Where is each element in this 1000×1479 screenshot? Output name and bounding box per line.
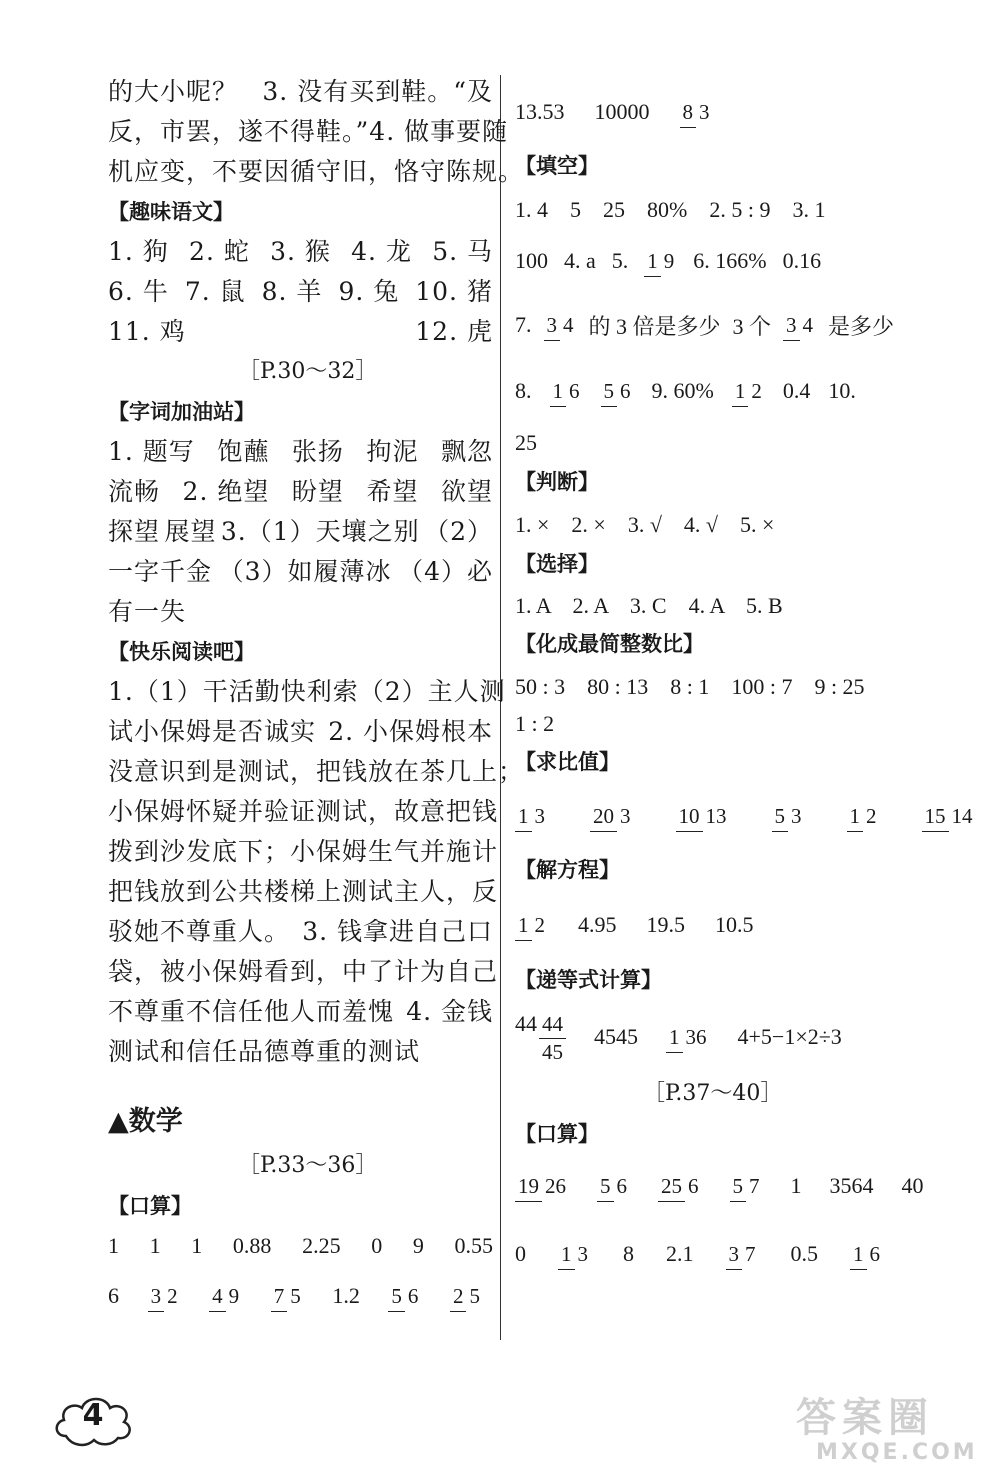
numerator: 3 bbox=[726, 1242, 743, 1270]
numerator: 4 bbox=[209, 1284, 226, 1312]
text-segment: 1. 狗 bbox=[108, 237, 169, 266]
denominator: 3 bbox=[577, 1241, 588, 1266]
fraction bbox=[515, 803, 548, 828]
denominator: 6 bbox=[407, 1283, 419, 1308]
text-segment: 试小保姆是否诚实 bbox=[108, 717, 317, 746]
fraction bbox=[732, 378, 765, 403]
value: 19.5 bbox=[646, 912, 685, 937]
text-segment: 盼望 bbox=[291, 477, 344, 506]
numerator: 1 bbox=[644, 249, 661, 277]
denominator: 3 bbox=[791, 803, 802, 828]
text-segment: 10. 猪 bbox=[415, 277, 493, 306]
fraction bbox=[209, 1283, 242, 1308]
section-heading-tiankong: 【填空】 bbox=[515, 154, 599, 178]
kousuan2-row-1 bbox=[515, 1154, 924, 1218]
fraction bbox=[515, 1173, 569, 1198]
tiankong-line-5: 25 bbox=[515, 430, 537, 455]
denominator: 36 bbox=[685, 1024, 707, 1049]
right-column bbox=[515, 72, 973, 1290]
text-segment: 2. 绝望 bbox=[182, 477, 270, 506]
value: 6 bbox=[108, 1283, 119, 1308]
fraction bbox=[676, 803, 730, 828]
section-heading-zici: 【字词加油站】 bbox=[108, 400, 255, 424]
numerator: 1 bbox=[550, 379, 567, 407]
text-line bbox=[108, 752, 525, 792]
numerator: 1 bbox=[558, 1242, 575, 1270]
denominator: 14 bbox=[951, 803, 973, 828]
left-intro bbox=[108, 72, 525, 192]
text-segment: 袋，被小保姆看到，中了计 bbox=[108, 957, 421, 986]
text-segment: 1.（1）干活勤快利索 bbox=[108, 677, 359, 706]
text-segment: 展望 bbox=[164, 517, 217, 546]
text-line bbox=[108, 872, 499, 912]
text-segment: 7. 鼠 bbox=[184, 277, 246, 306]
text-segment: 欲望 bbox=[440, 477, 493, 506]
numerator: 3 bbox=[148, 1284, 165, 1312]
fraction bbox=[388, 1283, 421, 1308]
tiankong-line-1: 1. 4 5 25 80% 2. 5 : 9 3. 1 bbox=[515, 196, 826, 222]
denominator: 3 bbox=[699, 99, 710, 124]
denominator: 2 bbox=[534, 912, 545, 937]
denominator: 6 bbox=[620, 378, 631, 403]
denominator: 5 bbox=[290, 1283, 301, 1308]
value: 0 bbox=[371, 1233, 383, 1258]
denominator: 2 bbox=[167, 1283, 178, 1308]
math-title: ▲数学 bbox=[108, 1106, 183, 1137]
zici-answers bbox=[108, 432, 493, 632]
text-line bbox=[108, 472, 493, 512]
denominator: 3 bbox=[534, 803, 545, 828]
fraction bbox=[730, 1173, 763, 1198]
qiubi-answers bbox=[515, 782, 973, 850]
xuanze-answers: 1. A 2. A 3. C 4. A 5. B bbox=[515, 592, 783, 618]
denominator: 6 bbox=[869, 1241, 880, 1266]
value: 的 3 倍是多少 bbox=[588, 313, 721, 339]
text-segment: 饱蘸 bbox=[217, 437, 270, 466]
page-ref: ［P.30～32］ bbox=[238, 359, 378, 384]
text-segment: 拨到沙发底下；小保姆生气并施计 bbox=[108, 837, 499, 866]
value: 10.5 bbox=[715, 912, 754, 937]
value: 4545 bbox=[594, 1024, 638, 1049]
quwei-answers bbox=[108, 232, 493, 352]
denominator: 6 bbox=[569, 378, 580, 403]
text-segment: 一字千金 bbox=[108, 557, 213, 586]
value: 1 bbox=[149, 1233, 161, 1258]
value: 9 bbox=[412, 1233, 424, 1258]
denominator: 4 bbox=[563, 312, 574, 337]
page-ref: ［P.37～40］ bbox=[643, 1081, 783, 1106]
section-heading-jiefang: 【解方程】 bbox=[515, 858, 620, 882]
numerator: 3 bbox=[783, 313, 800, 341]
text-line bbox=[108, 152, 525, 192]
kousuan2-row-2 bbox=[515, 1218, 895, 1290]
numerator: 5 bbox=[597, 1174, 614, 1202]
denominator: 4 bbox=[802, 312, 814, 337]
huacheng-line-2: 1 : 2 bbox=[515, 711, 555, 736]
fraction bbox=[539, 1014, 566, 1063]
denominator: 3 bbox=[620, 803, 631, 828]
text-segment: 为自己 bbox=[420, 957, 499, 986]
value: 0.88 bbox=[232, 1233, 272, 1258]
text-line bbox=[108, 792, 499, 832]
denominator: 6 bbox=[616, 1173, 627, 1198]
value: 8 bbox=[623, 1241, 634, 1266]
fraction bbox=[783, 312, 816, 337]
text-line bbox=[108, 512, 493, 552]
text-line bbox=[108, 232, 493, 272]
text-segment: 把钱放到公共楼梯上测试主人，反 bbox=[108, 877, 499, 906]
value: 1 bbox=[108, 1233, 119, 1258]
denominator: 2 bbox=[866, 803, 877, 828]
tiankong-line-2 bbox=[515, 230, 895, 292]
page-number-badge bbox=[52, 1392, 134, 1450]
value: 6. 166% bbox=[693, 248, 767, 273]
numerator: 1 bbox=[732, 379, 749, 407]
text-line bbox=[108, 552, 493, 592]
watermark-text: 答案圈 bbox=[796, 1395, 934, 1441]
text-segment: 8. 羊 bbox=[261, 277, 323, 306]
text-segment: 5. 马 bbox=[432, 237, 493, 266]
text-segment: 探望 bbox=[108, 517, 161, 546]
kousuan-row-1 bbox=[108, 1226, 493, 1266]
denominator: 45 bbox=[542, 1040, 563, 1064]
value: 是多少 bbox=[828, 313, 895, 339]
text-line bbox=[108, 672, 506, 712]
text-segment: 机应变，不要因循守旧，恪守陈规。 bbox=[108, 157, 525, 186]
denominator: 26 bbox=[545, 1173, 566, 1198]
numerator: 19 bbox=[515, 1174, 542, 1202]
numerator: 8 bbox=[680, 100, 697, 128]
value: 10000 bbox=[594, 99, 650, 124]
text-segment: 6. 牛 bbox=[108, 277, 169, 306]
numerator: 1 bbox=[847, 804, 864, 832]
page-ref: ［P.33～36］ bbox=[238, 1153, 378, 1178]
section-heading-dengshi: 【递等式计算】 bbox=[515, 968, 662, 992]
value: 10. bbox=[828, 378, 856, 403]
fraction bbox=[450, 1283, 483, 1308]
text-segment: 2. 小保姆根本 bbox=[328, 717, 493, 746]
text-segment: 拘泥 bbox=[366, 437, 419, 466]
numerator: 5 bbox=[772, 804, 789, 832]
text-line bbox=[108, 592, 493, 632]
value: 4+5−1×2÷3 bbox=[737, 1024, 842, 1049]
text-line bbox=[108, 112, 509, 152]
fraction bbox=[558, 1241, 591, 1266]
kousuan-row-2 bbox=[108, 1266, 493, 1326]
huacheng-line-1: 50 : 3 80 : 13 8 : 1 100 : 7 9 : 25 bbox=[515, 673, 865, 699]
fraction bbox=[271, 1283, 304, 1308]
text-segment: 3.（1）天壤之别 bbox=[220, 517, 420, 546]
text-line bbox=[108, 72, 493, 112]
numerator: 7 bbox=[271, 1284, 288, 1312]
tiankong-line-4 bbox=[515, 358, 895, 424]
numerator: 1 bbox=[515, 804, 532, 832]
text-segment: 反，市罢，遂不得鞋。” bbox=[108, 117, 370, 146]
value: 1 bbox=[191, 1233, 203, 1258]
fraction bbox=[148, 1283, 181, 1308]
text-line bbox=[108, 912, 493, 952]
left-column bbox=[108, 72, 525, 1326]
denominator: 9 bbox=[663, 248, 675, 273]
text-segment: 3. 猴 bbox=[270, 237, 331, 266]
value: 8. bbox=[515, 378, 532, 403]
text-segment: 11. 鸡 bbox=[108, 317, 186, 346]
text-segment: 有一失 bbox=[108, 597, 187, 626]
text-line bbox=[108, 1032, 493, 1072]
numerator: 15 bbox=[922, 804, 949, 832]
text-segment: 张扬 bbox=[291, 437, 344, 466]
dengshi-answers bbox=[515, 1000, 895, 1074]
section-heading-huacheng: 【化成最简整数比】 bbox=[515, 632, 704, 656]
text-segment: 4. 龙 bbox=[351, 237, 412, 266]
fraction bbox=[515, 912, 548, 937]
text-segment: 没意识到是测试，把钱放在茶几上； bbox=[108, 757, 525, 786]
text-segment: 3. 钱拿进自己口 bbox=[302, 917, 493, 946]
value: 9. 60% bbox=[651, 378, 714, 403]
fraction bbox=[850, 1241, 883, 1266]
value: 2.1 bbox=[666, 1241, 694, 1266]
text-line bbox=[108, 432, 493, 472]
watermark-logo bbox=[796, 1396, 992, 1474]
section-heading-xuanze: 【选择】 bbox=[515, 552, 599, 576]
text-line bbox=[108, 832, 499, 872]
section-heading-qiubi: 【求比值】 bbox=[515, 750, 620, 774]
text-line bbox=[108, 952, 499, 992]
text-segment: （4）必 bbox=[398, 557, 493, 586]
denominator: 7 bbox=[749, 1173, 760, 1198]
fraction bbox=[601, 378, 634, 403]
text-segment: 不尊重不信任他人而羞愧 bbox=[108, 997, 395, 1026]
text-segment: 4. 做事要随 bbox=[369, 117, 509, 146]
value: 7. bbox=[515, 312, 532, 337]
value: 40 bbox=[901, 1173, 924, 1198]
denominator: 2 bbox=[751, 378, 762, 403]
text-segment: 流畅 bbox=[108, 477, 161, 506]
watermark-url: MXQE.COM bbox=[816, 1440, 978, 1465]
text-segment: （2） bbox=[424, 517, 493, 546]
text-segment: （3）如履薄冰 bbox=[218, 557, 392, 586]
fraction bbox=[847, 803, 880, 828]
text-segment: 小保姆怀疑并验证测试，故意把钱 bbox=[108, 797, 499, 826]
numerator: 2 bbox=[450, 1284, 467, 1312]
section-heading-kousuan: 【口算】 bbox=[108, 1194, 192, 1218]
jiefang-answers bbox=[515, 890, 895, 960]
value: 0.4 bbox=[782, 378, 811, 403]
numerator: 3 bbox=[544, 313, 561, 341]
section-heading-quwei: 【趣味语文】 bbox=[108, 200, 234, 224]
value: 0 bbox=[515, 1241, 526, 1266]
text-segment: 12. 虎 bbox=[415, 317, 493, 346]
numerator: 20 bbox=[590, 804, 617, 832]
numerator: 1 bbox=[515, 913, 532, 941]
text-segment: （2）主人测 bbox=[358, 677, 506, 706]
value: 0.55 bbox=[454, 1233, 493, 1258]
text-segment: 的大小呢？ bbox=[108, 77, 239, 106]
fraction bbox=[544, 312, 577, 337]
denominator: 9 bbox=[228, 1283, 240, 1308]
text-line bbox=[108, 312, 493, 352]
text-segment: 飘忽 bbox=[440, 437, 493, 466]
fraction bbox=[658, 1173, 702, 1198]
numerator: 1 bbox=[850, 1242, 867, 1270]
value: 3564 bbox=[829, 1173, 874, 1198]
value: 1 bbox=[790, 1173, 802, 1198]
text-segment: 驳她不尊重人。 bbox=[108, 917, 291, 946]
numerator: 1 bbox=[666, 1025, 683, 1053]
fraction bbox=[922, 803, 976, 828]
value: 1.2 bbox=[332, 1283, 360, 1308]
text-segment: 1. 题写 bbox=[108, 437, 195, 466]
text-line bbox=[108, 712, 493, 752]
fraction bbox=[550, 378, 583, 403]
text-segment: 测试和信任品德尊重的测试 bbox=[108, 1037, 421, 1066]
top-answer-row bbox=[515, 78, 895, 146]
fraction bbox=[666, 1024, 710, 1049]
value: 100 bbox=[515, 248, 548, 273]
numerator: 5 bbox=[388, 1284, 405, 1312]
numerator: 25 bbox=[658, 1174, 685, 1202]
value: 3 个 bbox=[732, 313, 772, 339]
section-heading-panduan: 【判断】 bbox=[515, 470, 599, 494]
section-heading-kousuan-2: 【口算】 bbox=[515, 1122, 599, 1146]
value: 4. a bbox=[564, 248, 596, 273]
section-heading-yuedu: 【快乐阅读吧】 bbox=[108, 640, 255, 664]
text-line bbox=[108, 992, 493, 1032]
text-line bbox=[108, 272, 493, 312]
fraction bbox=[726, 1241, 759, 1266]
tiankong-line-3 bbox=[515, 292, 895, 358]
text-segment: 9. 兔 bbox=[338, 277, 400, 306]
text-segment: 希望 bbox=[366, 477, 419, 506]
mixed-number bbox=[515, 1011, 566, 1063]
text-segment: 2. 蛇 bbox=[189, 237, 250, 266]
value: 2.25 bbox=[302, 1233, 341, 1258]
denominator: 7 bbox=[745, 1241, 756, 1266]
numerator: 44 bbox=[539, 1014, 566, 1039]
value: 5. bbox=[611, 248, 629, 273]
value: 0.5 bbox=[790, 1241, 818, 1266]
value: 13.53 bbox=[515, 99, 565, 124]
numerator: 10 bbox=[676, 804, 703, 832]
value: 0.16 bbox=[782, 248, 822, 273]
yuedu-answers bbox=[108, 672, 525, 1072]
denominator: 13 bbox=[705, 803, 727, 828]
text-segment: 4. 金钱 bbox=[406, 997, 493, 1026]
fraction bbox=[680, 99, 713, 124]
fraction bbox=[597, 1173, 630, 1198]
whole-part: 44 bbox=[515, 1011, 537, 1036]
denominator: 5 bbox=[469, 1283, 480, 1308]
fraction bbox=[644, 248, 677, 273]
denominator: 6 bbox=[688, 1173, 699, 1198]
numerator: 5 bbox=[730, 1174, 747, 1202]
value: 4.95 bbox=[578, 912, 617, 937]
fraction bbox=[772, 803, 805, 828]
panduan-answers: 1. × 2. × 3. √ 4. √ 5. × bbox=[515, 511, 775, 537]
page-number: 4 bbox=[82, 1398, 104, 1433]
numerator: 5 bbox=[601, 379, 618, 407]
text-segment: 3. 没有买到鞋。“及 bbox=[262, 77, 493, 106]
fraction bbox=[590, 803, 634, 828]
